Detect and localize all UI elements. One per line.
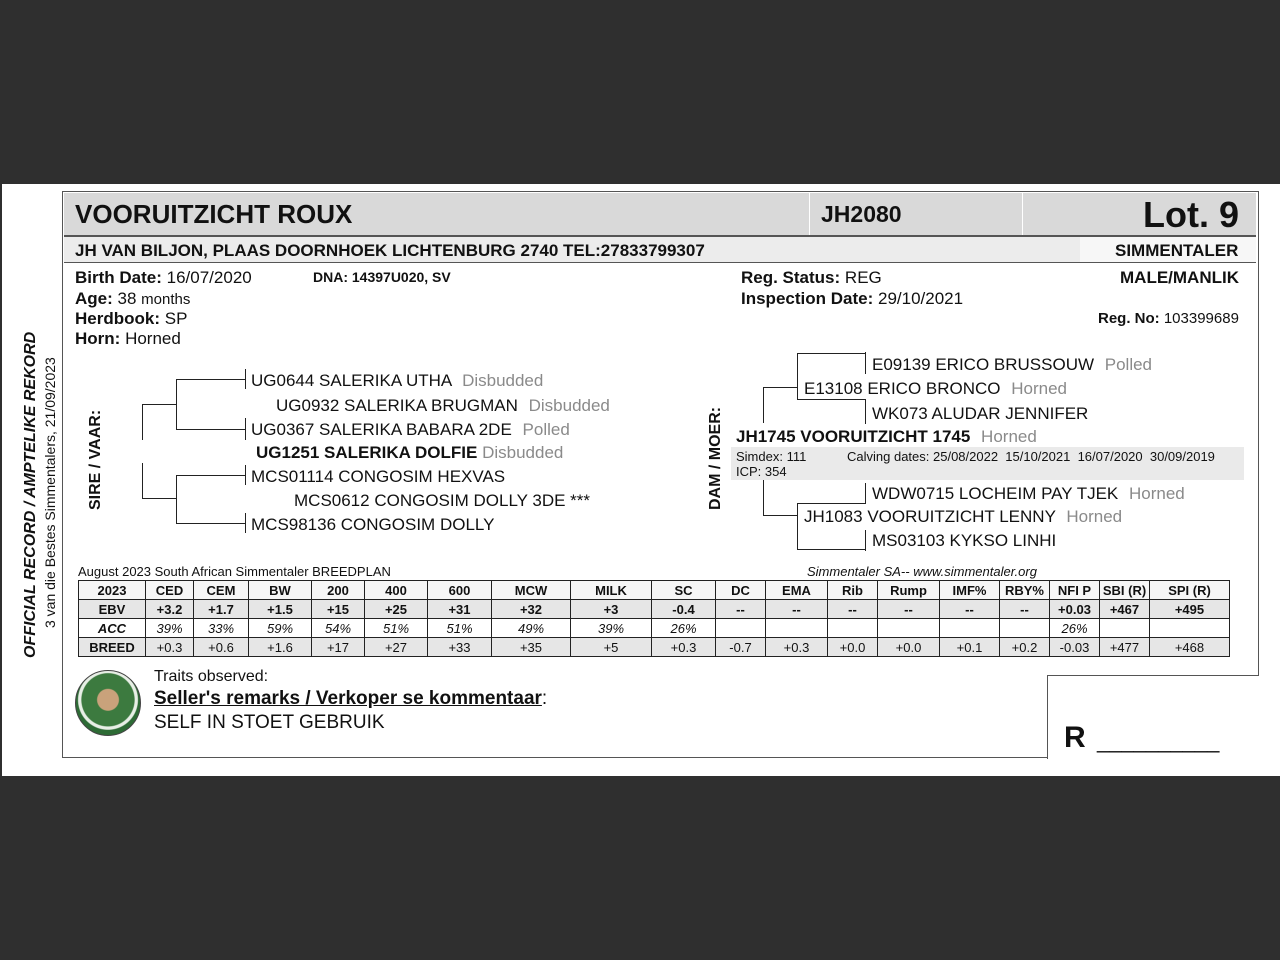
reg-no — [1098, 310, 1239, 327]
table-cell: +27 — [365, 638, 428, 657]
table-cell: Rib — [828, 581, 878, 600]
dam-dam-sire — [872, 484, 1185, 504]
birth-date-label: Birth Date: — [75, 268, 162, 287]
pedigree-line — [865, 530, 866, 551]
dam-label: DAM / MOER: — [707, 406, 724, 510]
table-cell: CED — [146, 581, 194, 600]
table-cell: ACC — [79, 619, 146, 638]
dam-horn: Horned — [981, 427, 1037, 446]
pedigree-line — [763, 515, 798, 516]
pedigree-line — [176, 475, 246, 476]
table-cell: -- — [940, 600, 1000, 619]
sellers-remarks-text: SELF IN STOET GEBRUIK — [154, 712, 385, 733]
horn — [75, 329, 181, 349]
simmentaler-logo — [75, 670, 141, 736]
pedigree-line — [865, 399, 866, 424]
table-cell: 51% — [365, 619, 428, 638]
dam-simdex: Simdex: 111 — [736, 449, 807, 464]
table-cell — [940, 619, 1000, 638]
reg-status — [741, 268, 882, 288]
sellers-remarks-title: Seller's remarks / Verkoper se kommentaar — [154, 688, 542, 709]
table-header-row — [79, 581, 1230, 600]
pedigree-line — [142, 498, 177, 499]
table-cell: EMA — [766, 581, 828, 600]
table-cell: IMF% — [940, 581, 1000, 600]
table-cell — [878, 619, 940, 638]
breed-name: SIMMENTALER — [1115, 241, 1239, 260]
table-cell: NFI P — [1050, 581, 1100, 600]
table-cell: MILK — [571, 581, 652, 600]
sire-sire-sire — [251, 371, 543, 391]
pedigree-line — [176, 379, 177, 430]
table-cell: -- — [828, 600, 878, 619]
table-cell: +467 — [1100, 600, 1150, 619]
pedigree-line — [245, 369, 246, 389]
table-cell: SBI (R) — [1100, 581, 1150, 600]
inspection-date-value: 29/10/2021 — [877, 289, 964, 308]
table-cell: +0.6 — [194, 638, 249, 657]
ancestor-name: MCS98136 CONGOSIM DOLLY — [251, 515, 495, 534]
ancestor-horn: Disbudded — [462, 371, 544, 390]
horn-label: Horn: — [75, 329, 121, 348]
pedigree-line — [245, 513, 246, 533]
ancestor-name: E13108 ERICO BRONCO — [804, 379, 1001, 398]
pedigree-line — [797, 503, 798, 550]
ancestor-horn: Disbudded — [528, 396, 610, 415]
breedplan-website: Simmentaler SA-- www.simmentaler.org — [807, 564, 1037, 579]
table-cell: +5 — [571, 638, 652, 657]
pedigree-line — [763, 480, 764, 516]
table-cell: +31 — [428, 600, 492, 619]
pedigree-line — [176, 379, 246, 380]
table-cell: 39% — [571, 619, 652, 638]
age — [75, 289, 190, 309]
table-cell: +468 — [1150, 638, 1230, 657]
ancestor-name: UG0367 SALERIKA BABARA 2DE — [251, 420, 512, 439]
dna-info: DNA: 14397U020, SV — [313, 269, 451, 285]
table-cell: +3.2 — [146, 600, 194, 619]
birth-date-value: 16/07/2020 — [166, 268, 252, 287]
owner-details: JH VAN BILJON, PLAAS DOORNHOEK LICHTENBURG 2740 TEL:27833799307 — [75, 241, 705, 260]
table-cell: +35 — [492, 638, 571, 657]
ancestor-name: E09139 ERICO BRUSSOUW — [872, 355, 1095, 374]
table-cell — [1000, 619, 1050, 638]
age-label: Age: — [75, 289, 113, 308]
sire-label: SIRE / VAAR: — [87, 409, 104, 510]
pedigree-line — [797, 399, 865, 400]
sire-name: UG1251 SALERIKA DOLFIE — [256, 443, 478, 462]
dam-dam-dam — [872, 531, 1056, 551]
dam-calving-dates: Calving dates: 25/08/2022 15/10/2021 16/07/2020 30/09/2019 — [847, 449, 1215, 464]
table-cell: +3 — [571, 600, 652, 619]
table-cell: +15 — [312, 600, 365, 619]
record-source: 3 van die Bestes Simmentalers, 21/09/2023 — [42, 357, 58, 628]
pedigree-line — [797, 353, 798, 400]
dam — [736, 427, 1037, 447]
table-cell: -- — [1000, 600, 1050, 619]
table-cell: 51% — [428, 619, 492, 638]
ancestor-name: WDW0715 LOCHEIM PAY TJEK — [872, 484, 1119, 503]
ancestor-name: MS03103 KYKSO LINHI — [872, 531, 1057, 550]
table-cell — [1150, 619, 1230, 638]
table-cell: 39% — [146, 619, 194, 638]
table-cell: 33% — [194, 619, 249, 638]
table-cell: Rump — [878, 581, 940, 600]
table-cell: SPI (R) — [1150, 581, 1230, 600]
animal-name: VOORUITZICHT ROUX — [75, 199, 353, 229]
table-cell: -0.7 — [716, 638, 766, 657]
table-cell: +32 — [492, 600, 571, 619]
inspection-date-label: Inspection Date: — [741, 289, 874, 308]
herdbook-label: Herdbook: — [75, 309, 160, 328]
table-cell: +0.1 — [940, 638, 1000, 657]
table-cell: 2023 — [79, 581, 146, 600]
table-cell: +1.7 — [194, 600, 249, 619]
pedigree-line — [142, 404, 177, 405]
ebv-row — [79, 600, 1230, 619]
horn-value: Horned — [125, 329, 181, 348]
table-cell: +0.03 — [1050, 600, 1100, 619]
table-cell: 54% — [312, 619, 365, 638]
price-currency: R — [1064, 721, 1086, 754]
table-cell: RBY% — [1000, 581, 1050, 600]
breedplan-caption: August 2023 South African Simmentaler BREEDPLAN — [78, 564, 391, 579]
reg-no-value: 103399689 — [1163, 310, 1239, 327]
table-cell: +33 — [428, 638, 492, 657]
pedigree-line — [176, 475, 177, 524]
table-cell: -0.4 — [652, 600, 716, 619]
table-cell: SC — [652, 581, 716, 600]
sire-sire-dam — [251, 420, 570, 440]
table-cell: 400 — [365, 581, 428, 600]
sellers-remarks-colon: : — [541, 688, 548, 709]
price-blank[interactable]: __________ — [1097, 728, 1220, 753]
age-unit: months — [141, 291, 191, 308]
traits-observed-label: Traits observed: — [154, 668, 269, 685]
table-cell — [716, 619, 766, 638]
table-cell: -- — [716, 600, 766, 619]
inspection-date — [741, 289, 963, 309]
table-cell — [1100, 619, 1150, 638]
table-cell: 59% — [249, 619, 312, 638]
table-cell: 26% — [1050, 619, 1100, 638]
pedigree-line — [763, 387, 764, 423]
dam-name: JH1745 VOORUITZICHT 1745 — [736, 427, 971, 446]
ancestor-name: WK073 ALUDAR JENNIFER — [872, 404, 1089, 423]
breedplan-table — [78, 580, 1230, 657]
pedigree-line — [245, 465, 246, 485]
sire — [256, 443, 563, 463]
ancestor-horn: Polled — [522, 420, 570, 439]
pedigree-line — [763, 387, 798, 388]
table-cell: +17 — [312, 638, 365, 657]
table-cell — [828, 619, 878, 638]
ancestor-name: UG0932 SALERIKA BRUGMAN — [276, 396, 518, 415]
table-cell: 49% — [492, 619, 571, 638]
dam-icp: ICP: 354 — [736, 464, 787, 479]
lot-number: Lot. 9 — [1143, 194, 1239, 235]
ancestor-horn: Horned — [1066, 507, 1123, 526]
dam-sire-dam — [872, 404, 1088, 424]
ancestor-name: UG0644 SALERIKA UTHA — [251, 371, 452, 390]
pedigree-line — [245, 418, 246, 440]
pedigree-line — [865, 352, 866, 374]
table-cell: +495 — [1150, 600, 1230, 619]
ancestor-name: MCS01114 CONGOSIM HEXVAS — [251, 467, 506, 486]
pedigree-line — [176, 429, 246, 430]
pedigree-line — [797, 549, 865, 550]
table-cell: +477 — [1100, 638, 1150, 657]
pedigree-line — [865, 483, 866, 504]
table-cell: +1.5 — [249, 600, 312, 619]
table-cell: CEM — [194, 581, 249, 600]
table-cell: +0.0 — [828, 638, 878, 657]
acc-row — [79, 619, 1230, 638]
table-cell: +0.0 — [878, 638, 940, 657]
dam-dam — [804, 507, 1122, 527]
table-cell: +1.6 — [249, 638, 312, 657]
age-value: 38 — [117, 289, 137, 308]
table-cell: +0.2 — [1000, 638, 1050, 657]
title-divider — [809, 193, 810, 235]
sire-dam-dam — [251, 515, 494, 535]
table-cell: -0.03 — [1050, 638, 1100, 657]
table-cell: -- — [766, 600, 828, 619]
table-cell: +0.3 — [652, 638, 716, 657]
ancestor-horn: Horned — [1129, 484, 1185, 503]
table-cell: +0.3 — [766, 638, 828, 657]
herdbook — [75, 309, 187, 329]
table-cell: 600 — [428, 581, 492, 600]
official-record-label: OFFICIAL RECORD / AMPTELIKE REKORD — [22, 331, 39, 658]
ancestor-name: JH1083 VOORUITZICHT LENNY — [804, 507, 1056, 526]
sire-sire — [276, 396, 610, 416]
sellers-remarks-heading — [154, 688, 547, 710]
dam-sire — [804, 379, 1067, 399]
sire-dam-sire — [251, 467, 505, 487]
table-cell: BREED — [79, 638, 146, 657]
animal-id: JH2080 — [821, 201, 902, 227]
table-cell: MCW — [492, 581, 571, 600]
pedigree-line — [797, 353, 865, 354]
table-cell: -- — [878, 600, 940, 619]
table-cell: EBV — [79, 600, 146, 619]
table-cell: BW — [249, 581, 312, 600]
herdbook-value: SP — [164, 309, 188, 328]
table-cell — [766, 619, 828, 638]
table-cell: +25 — [365, 600, 428, 619]
reg-status-label: Reg. Status: — [741, 268, 841, 287]
ancestor-horn: Horned — [1011, 379, 1068, 398]
pedigree-line — [176, 523, 246, 524]
pedigree-line — [797, 503, 865, 504]
table-cell: 26% — [652, 619, 716, 638]
table-cell: +0.3 — [146, 638, 194, 657]
table-cell: DC — [716, 581, 766, 600]
sex: MALE/MANLIK — [1120, 268, 1239, 287]
ancestor-name: MCS0612 CONGOSIM DOLLY 3DE *** — [294, 491, 591, 510]
reg-no-label: Reg. No: — [1098, 310, 1160, 327]
table-cell: 200 — [312, 581, 365, 600]
sire-dam — [294, 491, 590, 511]
dam-sire-sire — [872, 355, 1152, 375]
birth-date — [75, 268, 252, 288]
ancestor-horn: Polled — [1104, 355, 1153, 374]
title-divider — [1022, 193, 1023, 235]
breed-avg-row — [79, 638, 1230, 657]
reg-status-value: REG — [844, 268, 882, 287]
sire-horn: Disbudded — [482, 443, 564, 462]
pedigree-line — [142, 463, 143, 499]
pedigree-line — [142, 404, 143, 440]
